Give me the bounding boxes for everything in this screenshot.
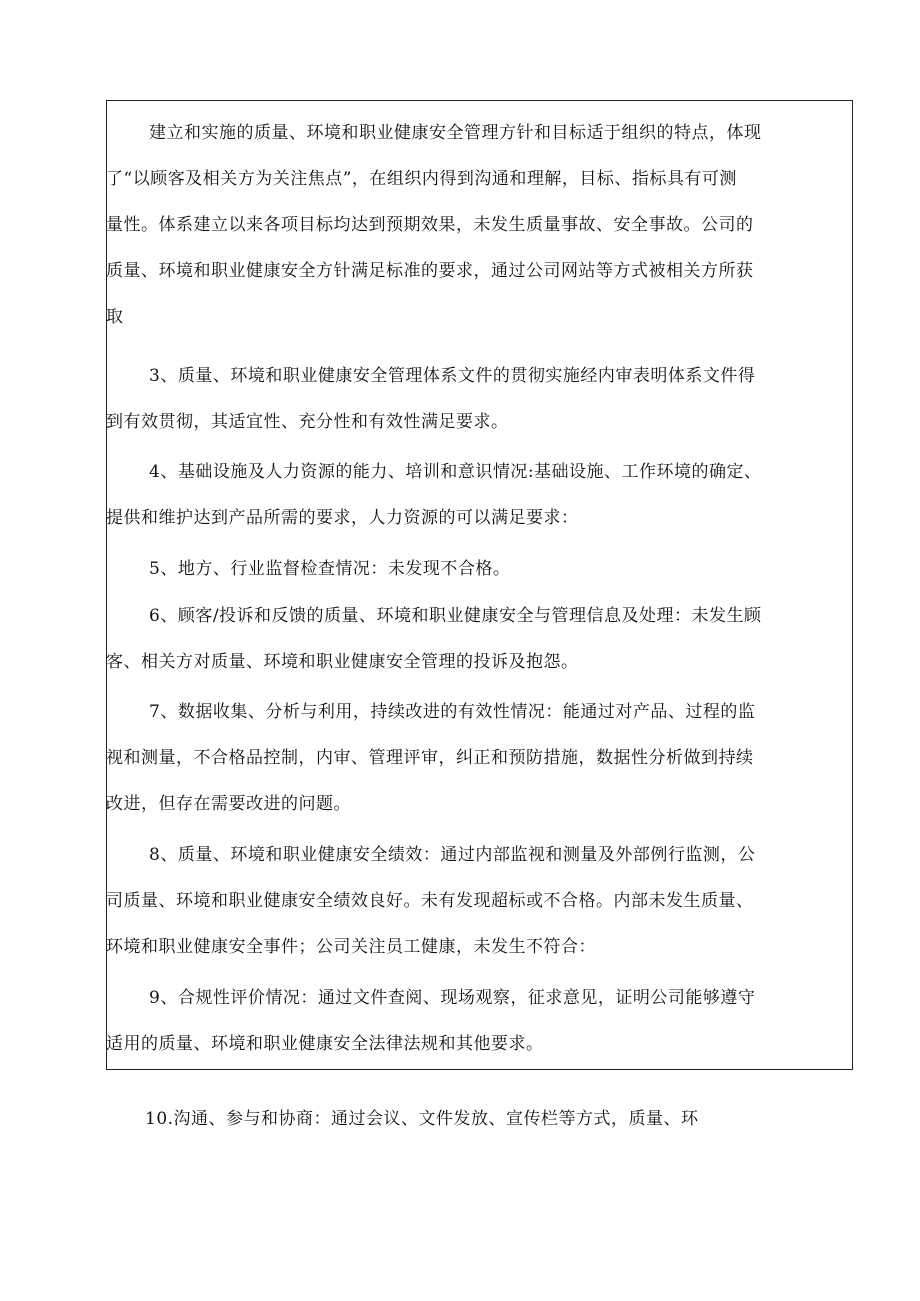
paragraph-item-7 xyxy=(106,689,755,827)
text-line: 4、基础设施及人力资源的能力、培训和意识情况:基础设施、工作环境的确定、 xyxy=(149,462,762,482)
text-line: 适用的质量、环境和职业健康安全法律法规和其他要求。 xyxy=(106,1034,544,1054)
paragraph-item-5 xyxy=(106,546,510,592)
text-line: 提供和维护达到产品所需的要求，人力资源的可以满足要求： xyxy=(106,508,579,528)
text-line: 环境和职业健康安全事件；公司关注员工健康，未发生不符合： xyxy=(106,937,596,957)
paragraph-item-6 xyxy=(106,593,762,685)
text-line: 9、合规性评价情况：通过文件查阅、现场观察，征求意见，证明公司能够遵守 xyxy=(149,988,756,1008)
text-line: 司质量、环境和职业健康安全绩效良好。未有发现超标或不合格。内部未发生质量、 xyxy=(106,891,754,911)
text-line: 量性。体系建立以来各项目标均达到预期效果，未发生质量事故、安全事故。公司的 xyxy=(106,215,754,235)
text-line: 7、数据收集、分析与利用，持续改进的有效性情况：能通过对产品、过程的监 xyxy=(149,702,756,722)
text-line: 改进，但存在需要改进的问题。 xyxy=(106,794,351,814)
text-line: 8、质量、环境和职业健康安全绩效：通过内部监视和测量及外部例行监测，公 xyxy=(149,845,756,865)
text-line: 质量、环境和职业健康安全方针满足标准的要求，通过公司网站等方式被相关方所获 xyxy=(106,261,754,281)
text-line: 建立和实施的质量、环境和职业健康安全管理方针和目标适于组织的特点，体现 xyxy=(149,123,762,143)
paragraph-item-9 xyxy=(106,975,755,1067)
text-line: 5、地方、行业监督检查情况：未发现不合格。 xyxy=(149,559,511,579)
paragraph-item-10: 10.沟通、参与和协商：通过会议、文件发放、宣传栏等方式，质量、环 xyxy=(145,1109,699,1129)
text-line: 视和测量，不合格品控制，内审、管理评审，纠正和预防措施，数据性分析做到持续 xyxy=(106,748,754,768)
paragraph-policy-objectives xyxy=(106,110,762,340)
paragraph-item-4 xyxy=(106,449,762,541)
text-line: 了“以顾客及相关方为关注焦点”，在组织内得到沟通和理解，目标、指标具有可测 xyxy=(106,169,737,189)
text-line: 6、顾客/投诉和反馈的质量、环境和职业健康安全与管理信息及处理：未发生顾 xyxy=(149,606,762,626)
text-line: 取 xyxy=(106,307,124,327)
text-line: 3、质量、环境和职业健康安全管理体系文件的贯彻实施经内审表明体系文件得 xyxy=(149,366,756,386)
paragraph-item-8 xyxy=(106,832,755,970)
paragraph-item-3 xyxy=(106,353,755,445)
text-line: 客、相关方对质量、环境和职业健康安全管理的投诉及抱怨。 xyxy=(106,652,579,672)
text-line: 到有效贯彻，其适宜性、充分性和有效性满足要求。 xyxy=(106,412,509,432)
